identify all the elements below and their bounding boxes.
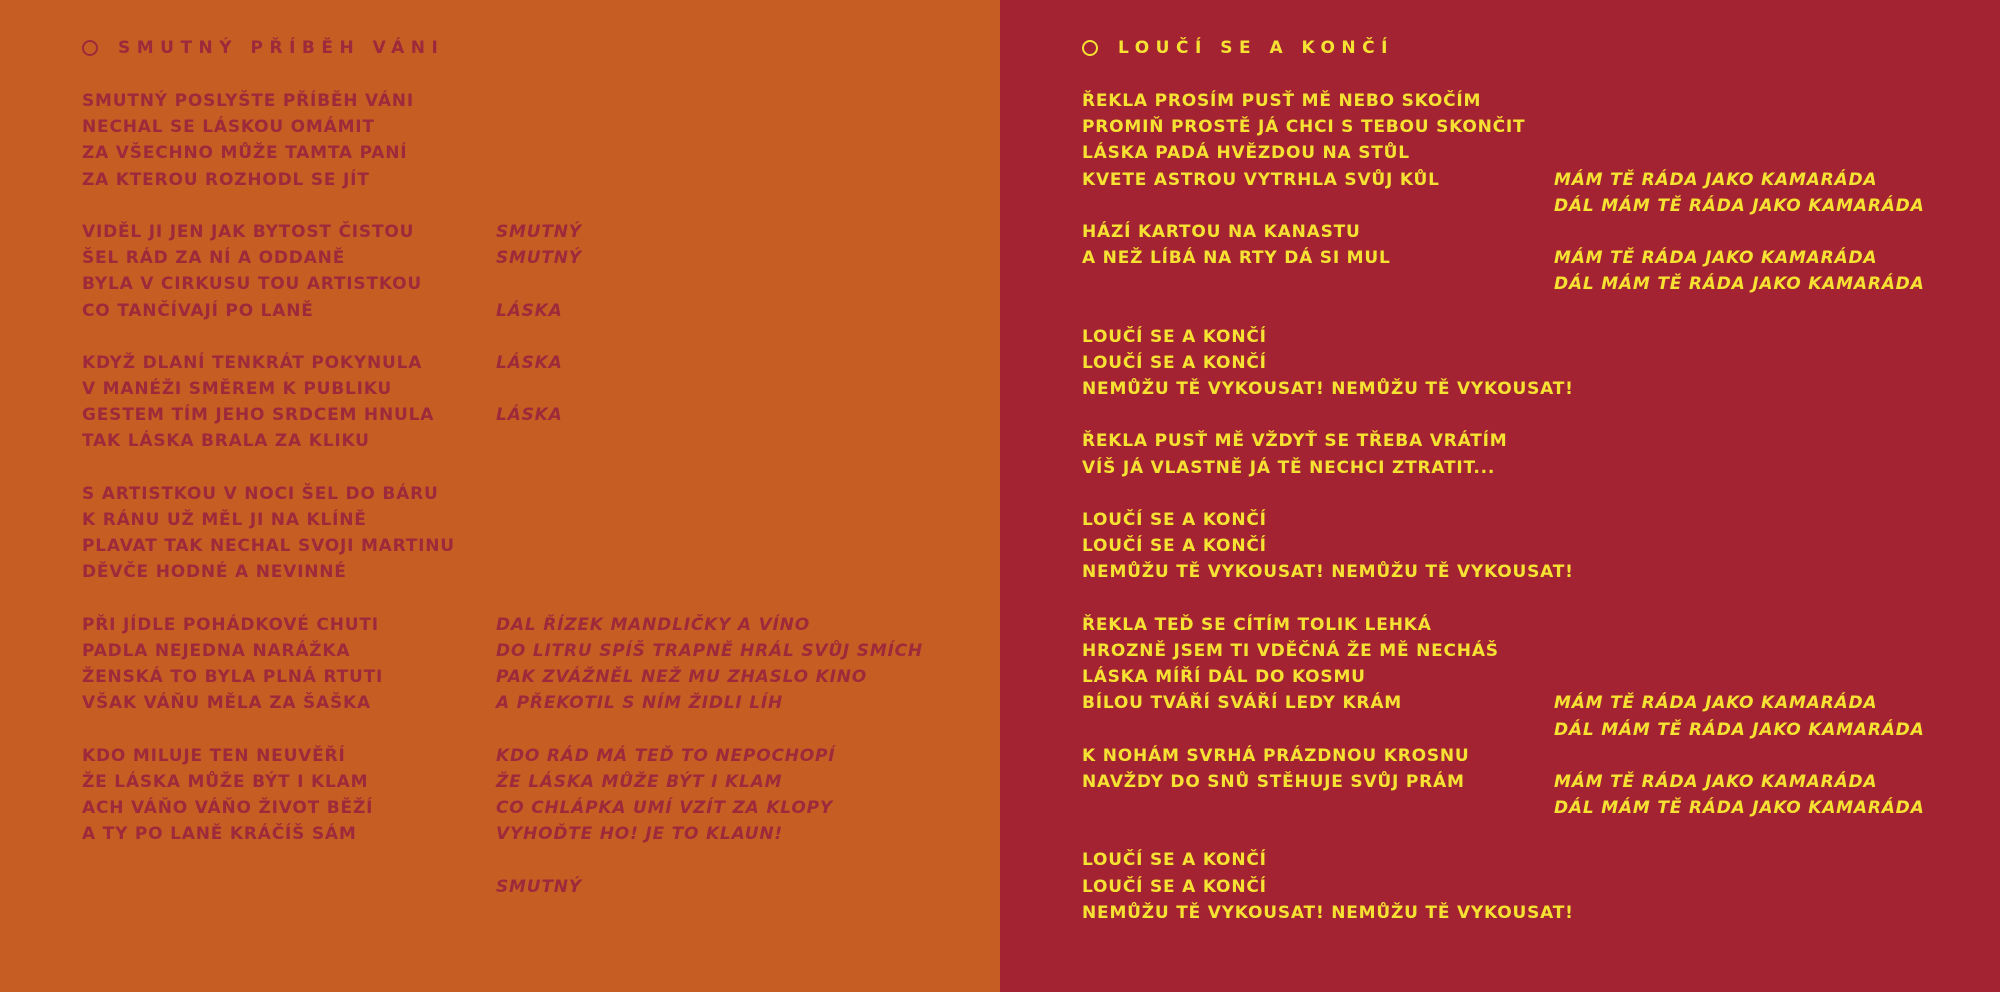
lyric-line: S ARTISTKOU V NOCI ŠEL DO BÁRU xyxy=(82,483,439,504)
lyric-line: CO TANČÍVAJÍ PO LANĚ xyxy=(82,300,314,321)
stanza-spacer xyxy=(496,324,923,350)
song-title xyxy=(82,36,444,60)
stanza-spacer xyxy=(1554,298,1925,324)
right-page xyxy=(1000,0,2000,992)
lyric-line: NEMŮŽU TĚ VYKOUSAT! NEMŮŽU TĚ VYKOUSAT! xyxy=(1082,379,1574,400)
lyric-line: PROMIŇ PROSTĚ JÁ CHCI S TEBOU SKONČIT xyxy=(1082,117,1526,138)
lyric-line: KDYŽ DLANÍ TENKRÁT POKYNULA xyxy=(82,352,423,373)
lyric-line: ŘEKLA PROSÍM PUSŤ MĚ NEBO SKOČÍM xyxy=(1082,91,1482,111)
lyric-line: DÁL MÁM TĚ RÁDA JAKO KAMARÁDA xyxy=(1554,195,1925,216)
stanza-spacer xyxy=(1554,481,1925,507)
lyric-line: DO LITRU SPÍŠ TRAPNĚ HRÁL SVŮJ SMÍCH xyxy=(496,640,923,661)
lyric-line: SMUTNÝ POSLYŠTE PŘÍBĚH VÁNI xyxy=(82,91,414,111)
circle-outline-icon xyxy=(1082,40,1098,56)
lyric-line: ŽENSKÁ TO BYLA PLNÁ RTUTI xyxy=(82,667,384,688)
lyric-line: KDO MILUJE TEN NEUVĚŘÍ xyxy=(82,745,346,766)
lyric-line: DÁL MÁM TĚ RÁDA JAKO KAMARÁDA xyxy=(1554,798,1925,819)
lyrics-main-column xyxy=(1082,88,1574,926)
lyric-line: MÁM TĚ RÁDA JAKO KAMARÁDA xyxy=(1554,248,1878,269)
lyric-line: ZA VŠECHNO MŮŽE TAMTA PANÍ xyxy=(82,143,408,164)
lyric-line: LÁSKA xyxy=(496,300,563,321)
lyric-line: DAL ŘÍZEK MANDLIČKY A VÍNO xyxy=(496,614,810,635)
stanza-spacer xyxy=(496,847,923,873)
stanza-spacer xyxy=(1554,140,1925,166)
lyric-line: V MANÉŽI SMĚREM K PUBLIKU xyxy=(82,379,393,400)
stanza-spacer xyxy=(1082,298,1574,324)
stanza-spacer xyxy=(82,324,455,350)
lyric-line: SMUTNÝ xyxy=(496,876,582,897)
lyric-line: LÁSKA MÍŘÍ DÁL DO KOSMU xyxy=(1082,667,1366,688)
stanza-spacer xyxy=(82,455,455,481)
stanza-spacer xyxy=(1554,219,1925,245)
lyric-line: NECHAL SE LÁSKOU OMÁMIT xyxy=(82,117,375,138)
stanza-spacer xyxy=(496,559,923,585)
stanza-spacer xyxy=(82,193,455,219)
lyric-line: A TY PO LANĚ KRÁČÍŠ SÁM xyxy=(82,824,357,845)
stanza-spacer xyxy=(1554,533,1925,559)
stanza-spacer xyxy=(496,586,923,612)
stanza-spacer xyxy=(496,114,923,140)
lyric-line: ACH VÁŇO VÁŇO ŽIVOT BĚŽÍ xyxy=(82,798,374,819)
song-title xyxy=(1082,36,1394,60)
stanza-spacer xyxy=(496,455,923,481)
stanza-spacer xyxy=(82,586,455,612)
stanza-spacer xyxy=(1554,114,1925,140)
lyric-line: PAK ZVÁŽNĚL NEŽ MU ZHASLO KINO xyxy=(496,667,868,688)
stanza-spacer xyxy=(496,717,923,743)
lyric-line: LOUČÍ SE A KONČÍ xyxy=(1082,850,1267,871)
lyric-line: SMUTNÝ xyxy=(496,221,582,242)
lyric-line: VÍŠ JÁ VLASTNĚ JÁ TĚ NECHCI ZTRATIT... xyxy=(1082,457,1496,478)
stanza-spacer xyxy=(1554,743,1925,769)
lyric-line: BYLA V CIRKUSU TOU ARTISTKOU xyxy=(82,274,422,295)
lyric-line: NEMŮŽU TĚ VYKOUSAT! NEMŮŽU TĚ VYKOUSAT! xyxy=(1082,902,1574,923)
lyric-line: LÁSKA PADÁ HVĚZDOU NA STŮL xyxy=(1082,143,1410,164)
lyric-line: DĚVČE HODNÉ A NEVINNÉ xyxy=(82,562,347,583)
lyrics-side-column xyxy=(1554,88,1925,821)
lyric-line: LOUČÍ SE A KONČÍ xyxy=(1082,510,1267,530)
stanza-spacer xyxy=(1554,455,1925,481)
stanza-spacer xyxy=(1554,559,1925,585)
stanza-spacer xyxy=(496,507,923,533)
stanza-spacer xyxy=(1554,376,1925,402)
stanza-spacer xyxy=(1554,612,1925,638)
lyric-line: NEMŮŽU TĚ VYKOUSAT! NEMŮŽU TĚ VYKOUSAT! xyxy=(1082,562,1574,583)
lyric-line: DÁL MÁM TĚ RÁDA JAKO KAMARÁDA xyxy=(1554,719,1925,740)
stanza-spacer xyxy=(1554,638,1925,664)
stanza-spacer xyxy=(496,428,923,454)
lyric-line: ŽE LÁSKA MŮŽE BÝT I KLAM xyxy=(496,771,783,792)
lyric-line: TAK LÁSKA BRALA ZA KLIKU xyxy=(82,431,370,452)
stanza-spacer xyxy=(496,193,923,219)
lyrics-main-column xyxy=(82,88,455,847)
lyric-line: LOUČÍ SE A KONČÍ xyxy=(1082,876,1267,897)
stanza-spacer xyxy=(1082,271,1574,297)
song-title-text: LOUČÍ SE A KONČÍ xyxy=(1118,38,1394,58)
lyric-line: MÁM TĚ RÁDA JAKO KAMARÁDA xyxy=(1554,169,1878,190)
lyric-line: GESTEM TÍM JEHO SRDCEM HNULA xyxy=(82,405,435,426)
circle-outline-icon xyxy=(82,40,98,56)
lyric-line: LOUČÍ SE A KONČÍ xyxy=(1082,352,1267,373)
lyric-line: ŘEKLA TEĎ SE CÍTÍM TOLIK LEHKÁ xyxy=(1082,614,1432,635)
lyric-line: KDO RÁD MÁ TEĎ TO NEPOCHOPÍ xyxy=(496,745,836,766)
lyric-line: PLAVAT TAK NECHAL SVOJI MARTINU xyxy=(82,536,455,557)
lyric-line: VIDĚL JI JEN JAK BYTOST ČISTOU xyxy=(82,221,415,242)
stanza-spacer xyxy=(1082,821,1574,847)
lyric-line: LÁSKA xyxy=(496,405,563,426)
lyric-line: HROZNĚ JSEM TI VDĚČNÁ ŽE MĚ NECHÁŠ xyxy=(1082,640,1499,661)
stanza-spacer xyxy=(496,167,923,193)
stanza-spacer xyxy=(496,88,923,114)
stanza-spacer xyxy=(1554,664,1925,690)
lyric-line: SMUTNÝ xyxy=(496,248,582,269)
stanza-spacer xyxy=(496,271,923,297)
stanza-spacer xyxy=(496,140,923,166)
lyrics-side-column xyxy=(496,88,923,900)
lyric-line: K RÁNU UŽ MĚL JI NA KLÍNĚ xyxy=(82,510,367,530)
song-title-text: SMUTNÝ PŘÍBĚH VÁNI xyxy=(118,38,445,58)
lyric-line: ŘEKLA PUSŤ MĚ VŽDYŤ SE TŘEBA VRÁTÍM xyxy=(1082,431,1508,452)
stanza-spacer xyxy=(1082,193,1574,219)
lyric-line: ŠEL RÁD ZA NÍ A ODDANĚ xyxy=(82,248,346,269)
stanza-spacer xyxy=(1554,402,1925,428)
lyric-line: PADLA NEJEDNA NARÁŽKA xyxy=(82,640,351,661)
lyric-line: PŘI JÍDLE POHÁDKOVÉ CHUTI xyxy=(82,614,379,635)
stanza-spacer xyxy=(1082,795,1574,821)
lyric-line: K NOHÁM SVRHÁ PRÁZDNOU KROSNU xyxy=(1082,745,1470,766)
lyric-line: BÍLOU TVÁŘÍ SVÁŘÍ LEDY KRÁM xyxy=(1082,693,1402,714)
stanza-spacer xyxy=(496,533,923,559)
lyric-line: HÁZÍ KARTOU NA KANASTU xyxy=(1082,221,1361,242)
stanza-spacer xyxy=(1554,88,1925,114)
lyric-line: KVETE ASTROU VYTRHLA SVŮJ KŮL xyxy=(1082,169,1440,190)
stanza-spacer xyxy=(496,481,923,507)
lyric-line: A PŘEKOTIL S NÍM ŽIDLI LÍH xyxy=(496,693,784,714)
stanza-spacer xyxy=(1554,507,1925,533)
lyric-line: MÁM TĚ RÁDA JAKO KAMARÁDA xyxy=(1554,693,1878,714)
lyric-line: ŽE LÁSKA MŮŽE BÝT I KLAM xyxy=(82,771,369,792)
lyric-line: NAVŽDY DO SNŮ STĚHUJE SVŮJ PRÁM xyxy=(1082,771,1465,792)
stanza-spacer xyxy=(1082,717,1574,743)
lyric-line: DÁL MÁM TĚ RÁDA JAKO KAMARÁDA xyxy=(1554,274,1925,295)
lyric-line: MÁM TĚ RÁDA JAKO KAMARÁDA xyxy=(1554,771,1878,792)
lyric-line: LÁSKA xyxy=(496,352,563,373)
lyric-line: ZA KTEROU ROZHODL SE JÍT xyxy=(82,169,370,190)
stanza-spacer xyxy=(496,376,923,402)
lyric-line: LOUČÍ SE A KONČÍ xyxy=(1082,536,1267,557)
lyric-line: LOUČÍ SE A KONČÍ xyxy=(1082,326,1267,347)
stanza-spacer xyxy=(1554,586,1925,612)
stanza-spacer xyxy=(1554,428,1925,454)
lyric-line: A NEŽ LÍBÁ NA RTY DÁ SI MUL xyxy=(1082,248,1391,269)
stanza-spacer xyxy=(1554,324,1925,350)
stanza-spacer xyxy=(1082,586,1574,612)
lyric-line: VŠAK VÁŇU MĚLA ZA ŠAŠKA xyxy=(82,693,371,714)
stanza-spacer xyxy=(1082,481,1574,507)
stanza-spacer xyxy=(1554,350,1925,376)
lyric-line: CO CHLÁPKA UMÍ VZÍT ZA KLOPY xyxy=(496,798,833,819)
stanza-spacer xyxy=(1082,402,1574,428)
lyric-line: VYHOĎTE HO! JE TO KLAUN! xyxy=(496,824,783,845)
stanza-spacer xyxy=(82,717,455,743)
